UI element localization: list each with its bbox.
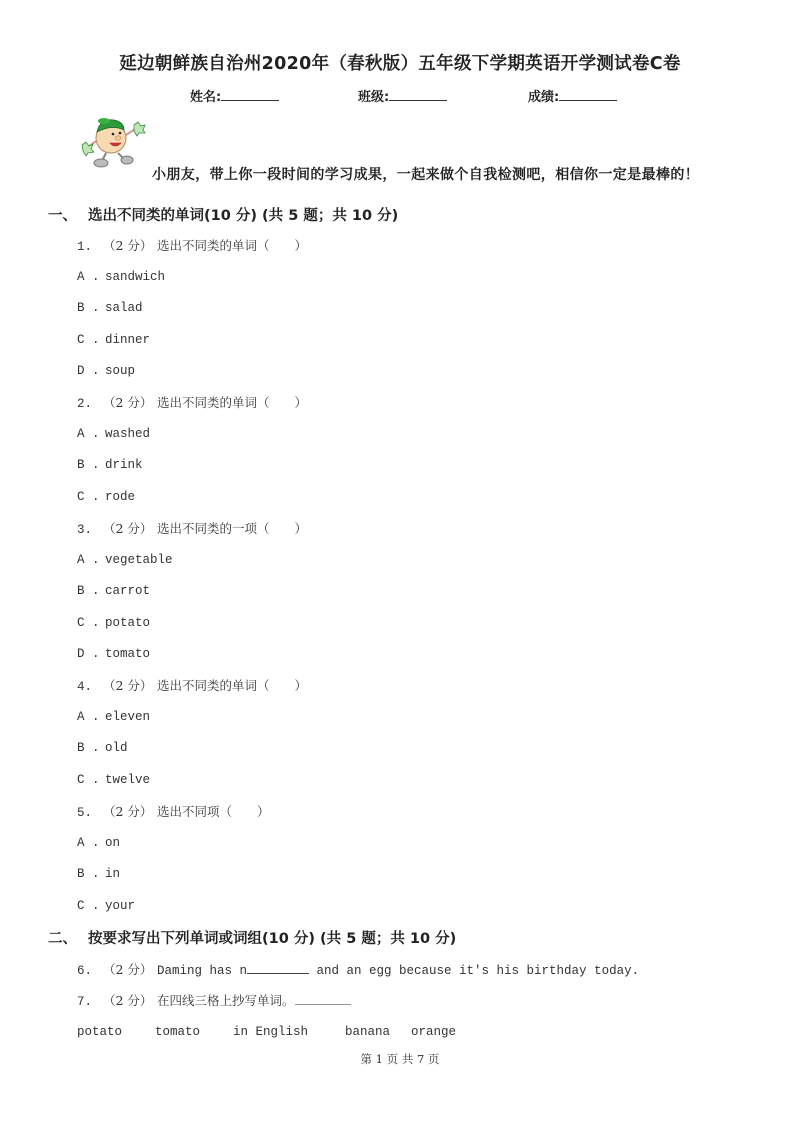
question-points: （2 分） <box>103 678 153 693</box>
question-number: 2. <box>77 397 93 411</box>
question-2 <box>77 393 307 411</box>
option-text: drink <box>105 458 143 472</box>
question-5 <box>77 802 270 820</box>
option-letter: B . <box>77 584 100 598</box>
question-points: （2 分） <box>103 962 153 977</box>
option-text: old <box>105 741 128 755</box>
copy-word: orange <box>411 1025 457 1039</box>
copy-word: in English <box>233 1025 309 1039</box>
option-letter: D . <box>77 364 100 378</box>
question-prompt-end: and an egg because it's his birthday today. <box>309 964 640 978</box>
option-letter: B . <box>77 867 100 881</box>
question-number: 5. <box>77 806 93 820</box>
option-text: sandwich <box>105 270 166 284</box>
encouragement-text: 小朋友，带上你一段时间的学习成果，一起来做个自我检测吧，相信你一定是最棒的！ <box>152 167 700 183</box>
question-number: 7. <box>77 995 93 1009</box>
section-1-title: 选出不同类的单词(10 分) (共 5 题；共 10 分) <box>88 208 399 224</box>
page-number: 第 1 页 共 7 页 <box>360 1052 440 1066</box>
question-1 <box>77 236 307 254</box>
document-title: 延边朝鲜族自治州2020年（春秋版）五年级下学期英语开学测试卷C卷 <box>119 54 681 74</box>
question-number: 1. <box>77 240 93 254</box>
answer-blank[interactable] <box>247 962 309 974</box>
question-points: （2 分） <box>103 804 153 819</box>
option-2c[interactable] <box>77 490 135 504</box>
class-field <box>358 86 447 105</box>
option-letter: B . <box>77 458 100 472</box>
class-label: 班级: <box>358 90 390 105</box>
option-letter: A . <box>77 710 100 724</box>
option-1a[interactable] <box>77 270 165 284</box>
section-1-number: 一、 <box>48 208 77 224</box>
name-field <box>190 86 279 105</box>
question-points: （2 分） <box>103 238 153 253</box>
question-number: 4. <box>77 680 93 694</box>
question-prompt: 在四线三格上抄写单词。 <box>157 993 295 1008</box>
option-4c[interactable] <box>77 773 150 787</box>
question-4 <box>77 676 307 694</box>
copy-word: potato <box>77 1025 123 1039</box>
option-letter: A . <box>77 270 100 284</box>
question-prompt: 选出不同类的单词（ ） <box>157 678 308 693</box>
option-3d[interactable] <box>77 647 150 661</box>
option-4b[interactable] <box>77 741 128 755</box>
option-letter: A . <box>77 836 100 850</box>
option-text: dinner <box>105 333 151 347</box>
question-points: （2 分） <box>103 395 153 410</box>
question-points: （2 分） <box>103 993 153 1008</box>
section-2-number: 二、 <box>48 931 77 947</box>
option-3b[interactable] <box>77 584 150 598</box>
option-letter: C . <box>77 616 100 630</box>
question-prompt: 选出不同项（ ） <box>157 804 270 819</box>
class-blank[interactable] <box>389 88 447 101</box>
option-5b[interactable] <box>77 867 120 881</box>
option-letter: D . <box>77 647 100 661</box>
option-text: tomato <box>105 647 151 661</box>
section-2-title: 按要求写出下列单词或词组(10 分) (共 5 题；共 10 分) <box>88 931 457 947</box>
option-letter: A . <box>77 427 100 441</box>
option-3a[interactable] <box>77 553 173 567</box>
question-3 <box>77 519 307 537</box>
question-prompt-start: Daming has n <box>157 964 248 978</box>
option-text: on <box>105 836 121 850</box>
option-1b[interactable] <box>77 301 143 315</box>
option-text: carrot <box>105 584 151 598</box>
option-text: in <box>105 867 121 881</box>
question-6 <box>77 960 639 978</box>
option-letter: A . <box>77 553 100 567</box>
section-1-heading <box>48 204 398 225</box>
section-2-heading <box>48 927 456 948</box>
option-letter: C . <box>77 773 100 787</box>
option-1c[interactable] <box>77 333 150 347</box>
score-label: 成绩: <box>528 90 560 105</box>
question-number: 6. <box>77 964 93 978</box>
copy-word: tomato <box>155 1025 201 1039</box>
name-label: 姓名: <box>190 90 222 105</box>
option-text: rode <box>105 490 136 504</box>
question-number: 3. <box>77 523 93 537</box>
score-blank[interactable] <box>559 88 617 101</box>
option-text: your <box>105 899 136 913</box>
copy-word: banana <box>345 1025 391 1039</box>
option-1d[interactable] <box>77 364 135 378</box>
copy-word-list <box>77 1025 456 1039</box>
answer-blank[interactable] <box>295 993 351 1005</box>
question-prompt: 选出不同类的单词（ ） <box>157 238 308 253</box>
question-points: （2 分） <box>103 521 153 536</box>
option-text: soup <box>105 364 136 378</box>
question-prompt: 选出不同类的一项（ ） <box>157 521 308 536</box>
option-5c[interactable] <box>77 899 135 913</box>
option-letter: C . <box>77 490 100 504</box>
option-text: salad <box>105 301 143 315</box>
option-2a[interactable] <box>77 427 150 441</box>
name-blank[interactable] <box>221 88 279 101</box>
option-text: vegetable <box>105 553 173 567</box>
option-letter: B . <box>77 741 100 755</box>
option-4a[interactable] <box>77 710 150 724</box>
option-2b[interactable] <box>77 458 143 472</box>
option-text: twelve <box>105 773 151 787</box>
option-3c[interactable] <box>77 616 150 630</box>
option-letter: B . <box>77 301 100 315</box>
question-7 <box>77 991 351 1009</box>
option-letter: C . <box>77 333 100 347</box>
score-field <box>528 86 617 105</box>
option-5a[interactable] <box>77 836 120 850</box>
cartoon-mascot-icon <box>80 113 146 169</box>
option-text: potato <box>105 616 151 630</box>
option-text: eleven <box>105 710 151 724</box>
option-text: washed <box>105 427 151 441</box>
question-prompt: 选出不同类的单词（ ） <box>157 395 308 410</box>
option-letter: C . <box>77 899 100 913</box>
